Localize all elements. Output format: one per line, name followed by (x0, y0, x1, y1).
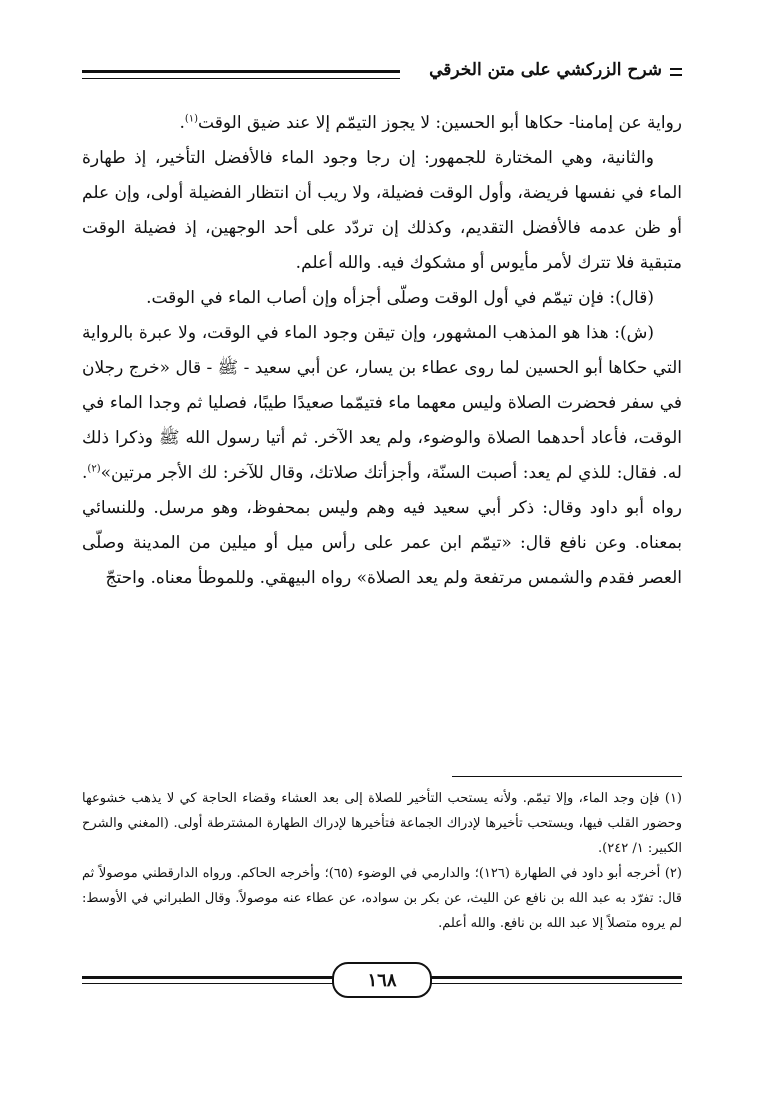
paragraph-2: والثانية، وهي المختارة للجمهور: إن رجا وجود الماء فالأفضل التأخير، إذ طهارة الماء في نفسها فريضة، وأول الوقت فضيلة، ولا ريب أن انتظار الفضيلة أولى، وإن علم أو ظن عدمه فالأفضل التقديم، وكذلك إن تردّد على أحد الوجهين، إذ فضيلة الوقت متبقية فلا تترك لأمر مأيوس أو مشكوك فيه. والله أعلم. (82, 148, 683, 273)
header-rule (82, 70, 400, 79)
paragraph-1: رواية عن إمامنا- حكاها أبو الحسين: لا يجوز التيمّم إلا عند ضيق الوقت$^{(١)}$. (179, 113, 682, 133)
paragraph-1-text: رواية عن إمامنا- حكاها أبو الحسين: لا يجوز التيمّم إلا عند ضيق الوقت (198, 113, 682, 133)
footnote-separator (452, 776, 682, 777)
paragraph-3: (قال): فإن تيمّم في أول الوقت وصلّى أجزأه وإن أصاب الماء في الوقت. (146, 288, 654, 308)
paragraph-4-text-a: (ش): هذا هو المذهب المشهور، وإن تيقن وجود الماء في الوقت، ولا عبرة بالرواية التي حكاها أبو الحسين لما روى عطاء بن يسار، عن أبي سعيد - ﷺ - قال «خرج رجلان في سفر فحضرت الصلاة وليس معهما ماء فتيمّما صعيدًا طيبًا، فصليا ثم وجدا الماء في الوقت، فأعاد أحدهما الصلاة والوضوء، ولم يعد الآخر. ثم أتيا رسول الله ﷺ وذكرا ذلك له. فقال: للذي لم يعد: أصبت السنّة، وأجزأتك صلاتك، وقال للآخر: لك الأجر مرتين» (82, 323, 682, 483)
header-title: شرح الزركشي على متن الخرقي (429, 60, 662, 80)
page-number-bar (82, 958, 682, 1008)
footnotes (82, 786, 682, 936)
main-text (82, 106, 682, 596)
page-number: ١٦٨ (332, 962, 432, 998)
paragraph-4-text-b: . رواه أبو داود وقال: ذكر أبي سعيد فيه وهم وليس بمحفوظ، وهو مرسل. وللنسائي بمعناه. وعن نافع قال: «تيمّم ابن عمر على رأس ميل أو ميلين من المدينة وصلّى العصر فقدم والشمس مرتفعة ولم يعد الصلاة» رواه البيهقي. وللموطأ معناه. واحتجّ (82, 463, 682, 588)
footnote-1: (١) فإن وجد الماء، وإلا تيمّم. ولأنه يستحب التأخير للصلاة إلى بعد العشاء وقضاء الحاجة كي لا يذهب خشوعها وحضور القلب فيها، ويستحب تأخيرها لإدراك الجماعة فتأخيرها لإدراك الطهارة المشترطة أولى. (المغني والشرح الكبير: ١/ ٢٤٢). (82, 791, 682, 856)
header-mark (670, 68, 682, 76)
footnote-2: (٢) أخرجه أبو داود في الطهارة (١٢٦)؛ والدارمي في الوضوء (٦٥)؛ وأخرجه الحاكم. ورواه الدارقطني موصولاً ثم قال: تفرّد به عبد الله بن نافع عن الليث، عن بكر بن سواده، عن عطاء عنه موصولاً. وقال الطبراني في الأوسط: لم يروه متصلاً إلا عبد الله بن نافع. والله أعلم. (82, 866, 682, 931)
footnote-ref-2: (٢) (87, 463, 101, 475)
running-header (82, 58, 682, 88)
footnote-ref-1: (١) (184, 113, 199, 125)
paragraph-4 (82, 316, 682, 596)
